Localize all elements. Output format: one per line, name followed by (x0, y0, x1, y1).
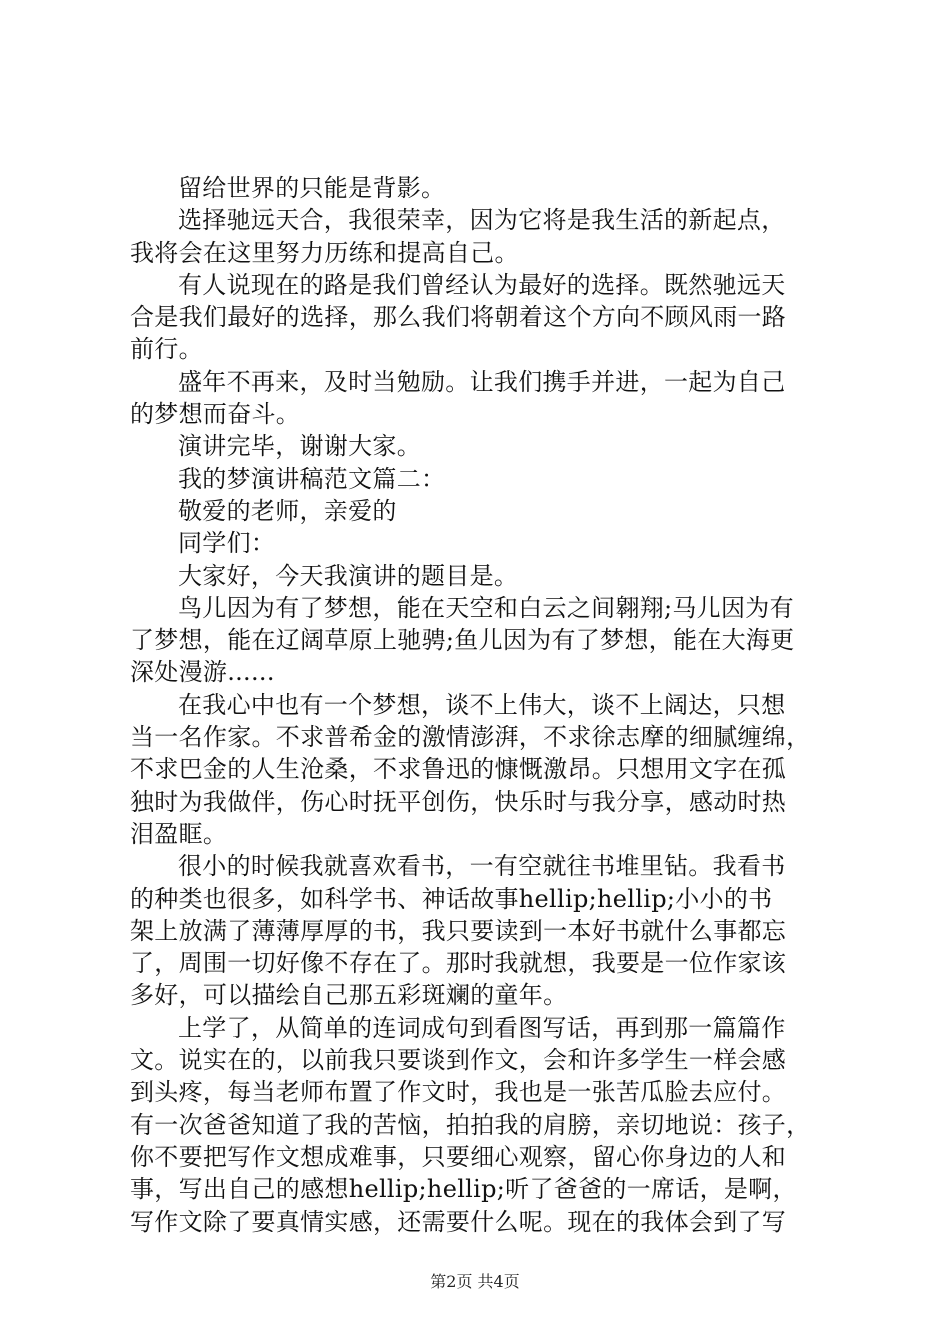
text-line: 到头疼，每当老师布置了作文时，我也是一张苦瓜脸去应付。 (130, 1078, 787, 1107)
text-line: 盛年不再来，及时当勉励。让我们携手并进，一起为自己 (178, 367, 786, 396)
text-line: 多好，可以描绘自己那五彩斑斓的童年。 (130, 981, 568, 1010)
text-line: 深处漫游...... (130, 658, 275, 687)
text-line: 在我心中也有一个梦想，谈不上伟大，谈不上阔达，只想 (178, 690, 786, 719)
text-line: 有一次爸爸知道了我的苦恼，拍拍我的肩膀，亲切地说：孩子， (130, 1110, 811, 1139)
text-line: 合是我们最好的选择，那么我们将朝着这个方向不顾风雨一路 (130, 303, 787, 332)
body-text (130, 172, 830, 1238)
text-line: 事，写出自己的感想hellip;hellip;听了爸爸的一席话，是啊， (130, 1175, 797, 1204)
text-line: 了梦想，能在辽阔草原上驰骋;鱼儿因为有了梦想，能在大海更 (130, 626, 795, 655)
text-line: 的种类也很多，如科学书、神话故事hellip;hellip;小小的书 (130, 884, 773, 913)
text-line: 同学们： (178, 529, 276, 558)
text-line: 了，周围一切好像不存在了。那时我就想，我要是一位作家该 (130, 949, 787, 978)
text-line: 鸟儿因为有了梦想，能在天空和白云之间翱翔;马儿因为有 (178, 593, 794, 622)
text-line: 架上放满了薄薄厚厚的书，我只要读到一本好书就什么事都忘 (130, 916, 787, 945)
text-line: 不求巴金的人生沧桑，不求鲁迅的慷慨激昂。只想用文字在孤 (130, 755, 787, 784)
text-line: 敬爱的老师，亲爱的 (178, 496, 397, 525)
text-line: 选择驰远天合，我很荣幸，因为它将是我生活的新起点， (178, 206, 786, 235)
text-line: 很小的时候我就喜欢看书，一有空就往书堆里钻。我看书 (178, 852, 786, 881)
text-line: 留给世界的只能是背影。 (178, 174, 446, 202)
text-line: 前行。 (130, 335, 203, 364)
text-line: 演讲完毕，谢谢大家。 (178, 432, 421, 461)
text-line: 你不要把写作文想成难事，只要细心观察，留心你身边的人和 (130, 1142, 787, 1171)
text-line: 当一名作家。不求普希金的激情澎湃，不求徐志摩的细腻缠绵， (130, 723, 811, 752)
text-line: 写作文除了要真情实感，还需要什么呢。现在的我体会到了写 (130, 1207, 787, 1236)
text-line: 文。说实在的，以前我只要谈到作文，会和许多学生一样会感 (130, 1046, 787, 1075)
text-line: 上学了，从简单的连词成句到看图写话，再到那一篇篇作 (178, 1013, 786, 1042)
text-line: 我的梦演讲稿范文篇二： (178, 464, 446, 493)
text-line: 的梦想而奋斗。 (130, 400, 301, 429)
text-line: 有人说现在的路是我们曾经认为最好的选择。既然驰远天 (178, 270, 786, 299)
text-line: 我将会在这里努力历练和提高自己。 (130, 238, 519, 267)
page-footer: 第2页 共4页 (430, 1272, 520, 1291)
text-line: 独时为我做伴，伤心时抚平创伤，快乐时与我分享，感动时热 (130, 787, 787, 816)
text-line: 泪盈眶。 (130, 819, 228, 848)
text-line: 大家好，今天我演讲的题目是。 (178, 561, 519, 590)
